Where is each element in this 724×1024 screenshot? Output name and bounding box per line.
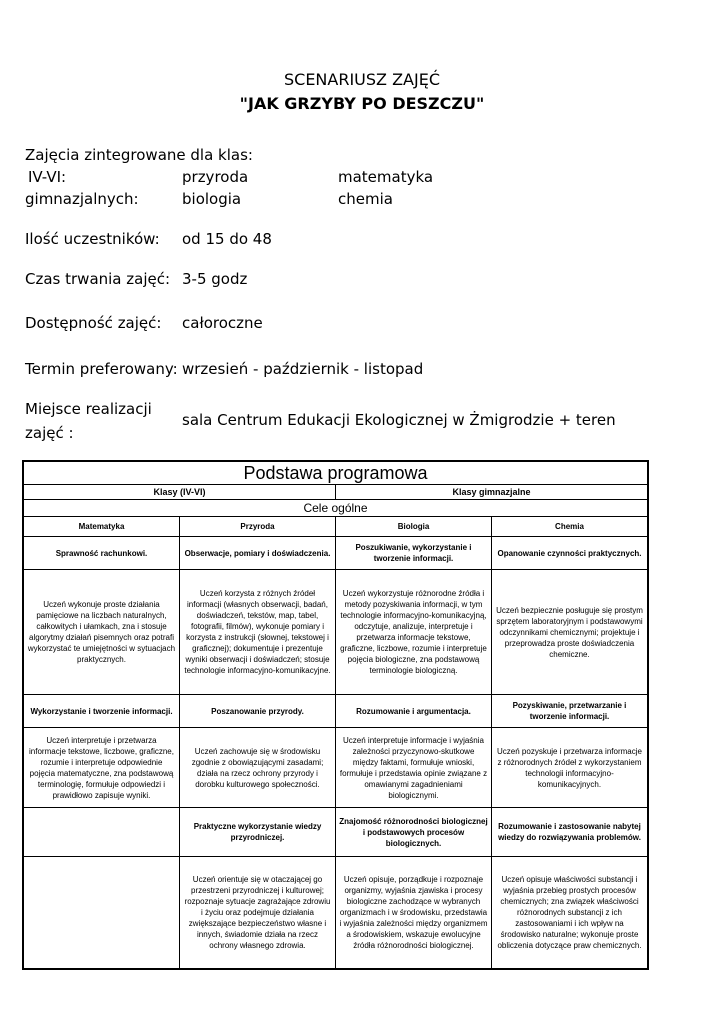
goal-description: Uczeń wykorzystuje różnorodne źródła i metody pozyskiwania informacji, w tym technologie informacyjno-komunikacyjną, odczytuje, analizuje, interpretuje i przetwarza informacje tekstowe, graficzne, liczbowe, rozumie i interpretuje pojęcia biologiczne, zna podstawową terminologie biologiczną. [336, 570, 492, 695]
place-value: sala Centrum Edukacji Ekologicznej w Żmigrodzie + teren [182, 411, 616, 429]
goal-heading: Pozyskiwanie, przetwarzanie i tworzenie informacji. [492, 695, 648, 728]
goal-heading: Wykorzystanie i tworzenie informacji. [24, 695, 180, 728]
classes-a-subject-1: przyroda [182, 168, 249, 186]
classes-b-subject-1: biologia [182, 190, 242, 208]
goal-heading: Sprawność rachunkowi. [24, 537, 180, 570]
duration-value: 3-5 godz [182, 270, 248, 288]
goal-heading [24, 808, 180, 857]
goal-description: Uczeń opisuje, porządkuje i rozpoznaje organizmy, wyjaśnia zjawiska i procesy biologiczne zachodzące w wybranych organizmach i w środowisku, przedstawia i wyjaśnia zależności między organizmem a środowiskiem, wskazuje ewolucyjne źródła różnorodności biologicznej. [336, 857, 492, 969]
goal-description: Uczeń bezpiecznie posługuje się prostym sprzętem laboratoryjnym i podstawowymi odczynnikami chemicznymi; projektuje i przeprowadza proste doświadczenia chemiczne. [492, 570, 648, 695]
group-b-header: Klasy gimnazjalne [336, 485, 648, 500]
goal-heading: Praktyczne wykorzystanie wiedzy przyrodniczej. [180, 808, 336, 857]
goal-description [24, 857, 180, 969]
goal-heading: Poszanowanie przyrody. [180, 695, 336, 728]
goal-heading: Rozumowanie i argumentacja. [336, 695, 492, 728]
curriculum-table [22, 460, 649, 970]
place-label-line-2: zajęć : [25, 424, 74, 442]
availability-value: całoroczne [182, 314, 263, 332]
term-label: Termin preferowany: [25, 360, 178, 378]
goal-description: Uczeń zachowuje się w środowisku zgodnie z obowiązującymi zasadami; działa na rzecz ochrony przyrody i dorobku kulturowego społeczności. [180, 728, 336, 808]
place-label-line-1: Miejsce realizacji [25, 400, 152, 418]
subject-header: Przyroda [180, 517, 336, 537]
classes-a-subject-2: matematyka [338, 168, 434, 186]
classes-a-label: IV-VI: [28, 168, 67, 186]
goal-heading: Znajomość różnorodności biologicznej i podstawowych procesów biologicznych. [336, 808, 492, 857]
intro-label: Zajęcia zintegrowane dla klas: [25, 146, 253, 164]
document-title: SCENARIUSZ ZAJĘĆ [283, 70, 440, 89]
subject-header: Matematyka [24, 517, 180, 537]
classes-b-subject-2: chemia [338, 190, 393, 208]
goal-description: Uczeń interpretuje i przetwarza informacje tekstowe, liczbowe, graficzne, rozumie i interpretuje odpowiednie pojęcia matematyczne, zna podstawową terminologię, formułuje odpowiedzi i prawidłowo zapisuje wyniki. [24, 728, 180, 808]
goal-heading: Obserwacje, pomiary i doświadczenia. [180, 537, 336, 570]
participants-label: Ilość uczestników: [25, 230, 160, 248]
classes-b-label: gimnazjalnych: [25, 190, 139, 208]
group-a-header: Klasy (IV-VI) [24, 485, 336, 500]
goal-heading: Poszukiwanie, wykorzystanie i tworzenie informacji. [336, 537, 492, 570]
availability-label: Dostępność zajęć: [25, 314, 162, 332]
goal-description: Uczeń wykonuje proste działania pamięciowe na liczbach naturalnych, całkowitych i ułamkach, zna i stosuje algorytmy działań pisemnych oraz potrafi wykorzystać te umiejętności w sytuacjach praktycznych. [24, 570, 180, 695]
goal-description: Uczeń korzysta z różnych źródeł informacji (własnych obserwacji, badań, doświadczeń, tekstów, map, tabel, fotografii, filmów), wykonuje pomiary i korzysta z instrukcji (słownej, tekstowej i graficznej); dokumentuje i prezentuje wyniki obserwacji i doświadczeń; stosuje technologie informacyjno-komunikacyjne. [180, 570, 336, 695]
goal-description: Uczeń opisuje właściwości substancji i wyjaśnia przebieg prostych procesów chemicznych; zna związek właściwości różnorodnych substancji z ich zastosowaniami i ich wpływ na środowisko naturalne; wykonuje proste obliczenia dotyczące praw chemicznych. [492, 857, 648, 969]
goal-description: Uczeń pozyskuje i przetwarza informacje z różnorodnych źródeł z wykorzystaniem technologii informacyjno-komunikacyjnych. [492, 728, 648, 808]
table-title: Podstawa programowa [24, 462, 648, 485]
document-subtitle: "JAK GRZYBY PO DESZCZU" [239, 94, 485, 113]
goal-heading: Opanowanie czynności praktycznych. [492, 537, 648, 570]
subject-header: Chemia [492, 517, 648, 537]
goal-heading: Rozumowanie i zastosowanie nabytej wiedzy do rozwiązywania problemów. [492, 808, 648, 857]
goal-description: Uczeń interpretuje informacje i wyjaśnia zależności przyczynowo-skutkowe między faktami, formułuje wnioski, formułuje i przedstawia opinie związane z omawianymi zagadnieniami biologicznymi. [336, 728, 492, 808]
subject-header: Biologia [336, 517, 492, 537]
duration-label: Czas trwania zajęć: [25, 270, 171, 288]
participants-value: od 15 do 48 [182, 230, 272, 248]
term-value: wrzesień - październik - listopad [182, 360, 424, 378]
goals-header: Cele ogólne [24, 500, 648, 517]
goal-description: Uczeń orientuje się w otaczającej go przestrzeni przyrodniczej i kulturowej; rozpoznaje sytuacje zagrażające zdrowiu i życiu oraz podejmuje działania zwiększające bezpieczeństwo własne i innych, świadomie działa na rzecz ochrony własnego zdrowia. [180, 857, 336, 969]
